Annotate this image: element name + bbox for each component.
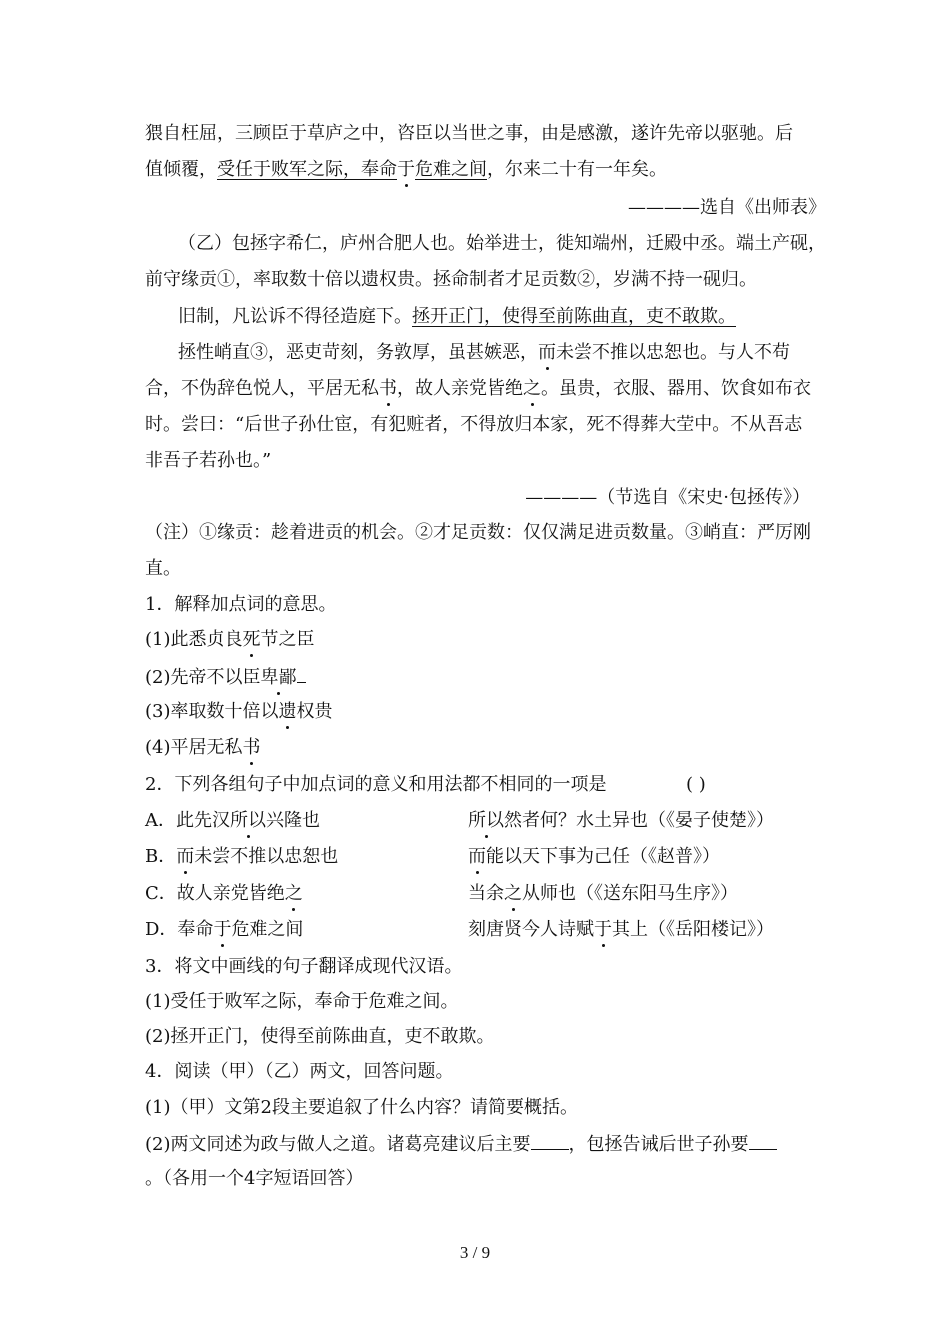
text: 值倾覆，	[145, 159, 217, 180]
dotted-word: 而	[538, 342, 556, 363]
question-4-item-2	[145, 1131, 777, 1157]
dotted-word: 之	[284, 883, 303, 904]
answer-paren[interactable]: ( )	[686, 774, 706, 795]
option-a-compare	[468, 809, 774, 833]
dotted-word: 遗	[278, 701, 297, 722]
dotted-word: 于	[213, 919, 232, 940]
question-1-item-3	[145, 700, 333, 724]
option-b	[145, 845, 338, 869]
text: B．	[145, 846, 177, 867]
dotted-word: 而	[468, 846, 486, 867]
text: (2)先帝不以臣	[145, 667, 261, 688]
text: 然者何？水土异也（《晏子使楚》）	[504, 810, 774, 831]
passage-b-p1-line1: （乙）包拯字希仁，庐州合肥人也。始举进士，徙知端州，迁殿中丞。端土产砚，	[178, 233, 826, 254]
option-b-compare	[468, 845, 720, 869]
question-4-item-1: (1)（甲）文第2段主要追叙了什么内容？请简要概括。	[145, 1097, 578, 1118]
text: 从师也（《送东阳马生序》）	[522, 883, 738, 904]
question-1-stem: 1．解释加点词的意思。	[145, 594, 337, 615]
answer-blank-1[interactable]	[531, 1131, 569, 1150]
option-d	[145, 918, 303, 942]
dotted-word: 而	[176, 846, 195, 867]
passage-a-line1: 猥自枉屈，三顾臣于草庐之中，咨臣以当世之事，由是感激，遂许先帝以驱驰。后	[145, 123, 793, 144]
text: ，尔来二十有一年矣。	[487, 159, 667, 180]
answer-blank[interactable]	[297, 664, 306, 683]
text: 受任于败军之际，奉命	[217, 159, 397, 180]
text: (2)两文同述为政与做人之道。诸葛亮建议后主要	[145, 1134, 531, 1155]
passage-b-p1-line2: 前守缘贡①，率取数十倍以遗权贵。拯命制者才足贡数②，岁满不持一砚归。	[145, 269, 757, 290]
question-1-item-1	[145, 628, 315, 652]
text: 旧制，凡讼诉不得径造庭下。	[178, 306, 412, 327]
underlined-sentence: 拯开正门，使得至前陈曲直，吏不敢欺。	[412, 306, 736, 327]
dotted-word: 书	[379, 378, 397, 399]
notes-line1: （注）①缘贡：趁着进贡的机会。②才足贡数：仅仅满足进贡数量。③峭直：严厉刚	[145, 522, 811, 543]
dotted-word: 死	[242, 629, 261, 650]
question-1-item-2	[145, 664, 306, 690]
dotted-word: 于	[397, 159, 415, 180]
text: 节之臣	[260, 629, 315, 650]
answer-blank-2[interactable]	[749, 1131, 777, 1150]
text: 拯性峭直③，恶吏苛刻，务敦厚，虽甚嫉恶，	[178, 342, 538, 363]
text: ，故人亲党皆绝	[397, 378, 523, 399]
question-2-stem: 2．下列各组句子中加点词的意义和用法都不相同的一项是	[145, 774, 607, 795]
text: (1)此悉贞良	[145, 629, 243, 650]
underlined-sentence	[217, 159, 487, 180]
dotted-word: 书	[242, 737, 261, 758]
text: C．故人亲党皆绝	[145, 883, 285, 904]
dotted-word: 之	[523, 378, 541, 399]
text: ，包拯告诫后世子孙要	[568, 1134, 749, 1155]
passage-b-p2	[178, 305, 736, 329]
question-4-stem: 4．阅读（甲）（乙）两文，回答问题。	[145, 1061, 454, 1082]
text: 刻唐贤今人诗赋	[468, 919, 594, 940]
option-c	[145, 882, 303, 906]
text: 合，不伪辞色悦人，平居无私	[145, 378, 379, 399]
text: 其上（《岳阳楼记》）	[612, 919, 774, 940]
passage-b-p3-line2	[145, 377, 811, 401]
text: 兴隆也	[266, 810, 320, 831]
text: 未尝不推以忠恕也。与人不苟	[556, 342, 790, 363]
dotted-word: 于	[594, 919, 612, 940]
dotted-word: 卑鄙	[260, 667, 297, 688]
text: 权贵	[296, 701, 333, 722]
passage-b-p3-line1	[178, 341, 790, 365]
question-3-item-2: (2)拯开正门，使得至前陈曲直，吏不敢欺。	[145, 1026, 495, 1047]
option-a	[145, 809, 320, 833]
page-number: 3 / 9	[459, 1243, 491, 1262]
text: 能以天下事为己任（《赵普》）	[486, 846, 720, 867]
text: 危难之间	[415, 159, 487, 180]
passage-b-p3-line3: 时。尝曰：“后世子孙仕宦，有犯赃者，不得放归本家，死不得葬大茔中。不从吾志	[145, 414, 803, 435]
text: 未尝不推以忠恕也	[194, 846, 339, 867]
notes-line2: 直。	[145, 558, 181, 579]
passage-b-source: ————（节选自《宋史·包拯传》）	[525, 487, 810, 508]
text: A．此先汉	[145, 810, 230, 831]
text: 当余	[468, 883, 504, 904]
text: D．奉命	[145, 919, 214, 940]
question-1-item-4	[145, 736, 261, 760]
dotted-word: 之	[504, 883, 522, 904]
question-3-item-1: (1)受任于败军之际，奉命于危难之间。	[145, 991, 459, 1012]
passage-a-line2	[145, 158, 667, 182]
question-3-stem: 3．将文中画线的句子翻译成现代汉语。	[145, 956, 463, 977]
text: (3)率取数十倍以	[145, 701, 279, 722]
dotted-word: 所以	[230, 810, 266, 831]
text: 。虽贵，衣服、器用、饮食如布衣	[541, 378, 811, 399]
text: (4)平居无私	[145, 737, 243, 758]
question-4-item-2-cont: 。（各用一个4字短语回答）	[145, 1168, 364, 1189]
passage-b-p3-line4: 非吾子若孙也。”	[145, 450, 272, 471]
passage-a-source: ————选自《出师表》	[628, 197, 826, 218]
option-d-compare	[468, 918, 774, 942]
text: 危难之间	[231, 919, 304, 940]
dotted-word: 所以	[468, 810, 504, 831]
option-c-compare	[468, 882, 738, 906]
